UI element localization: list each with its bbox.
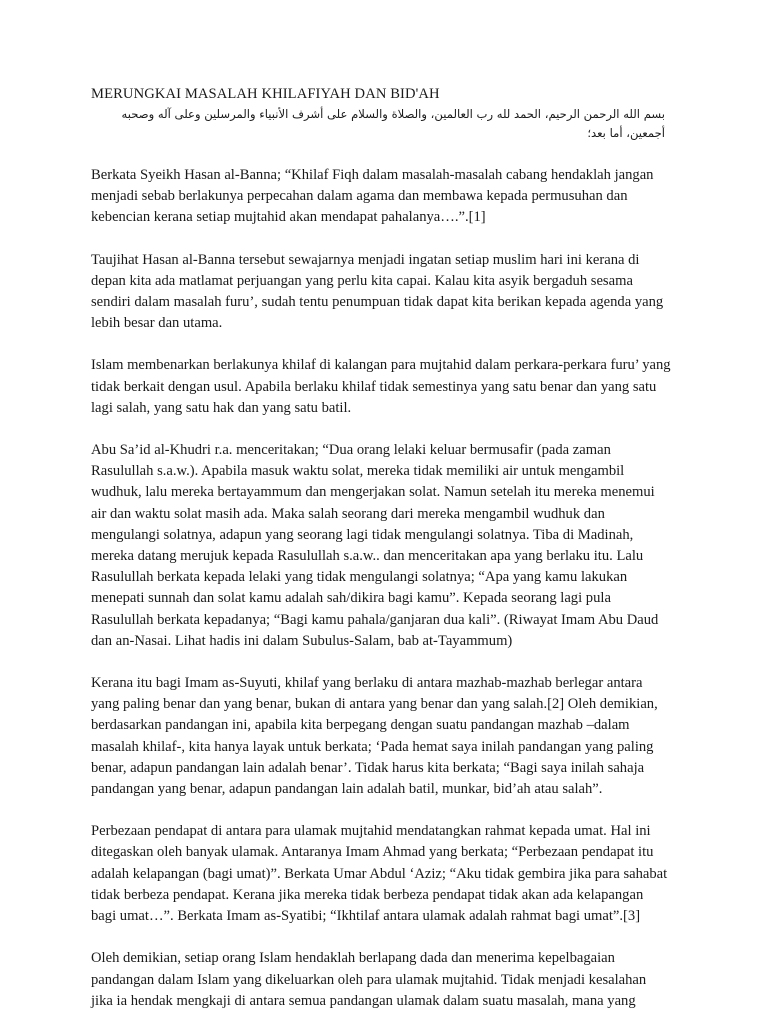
arabic-opening: بسم الله الرحمن الرحيم، الحمد لله رب العالمين، والصلاة والسلام على أشرف الأنبياء والمرسلين وعلى آله وصحبه أجمعين، أما بعد؛ (121, 107, 665, 140)
paragraph-islam-khilaf: Islam membenarkan berlakunya khilaf di kalangan para mujtahid dalam perkara-perkara furu’ yang tidak berkait dengan usul. Apabila berlaku khilaf tidak semestinya yang satu benar dan yang satu lagi salah, yang satu hak dan yang satu batil. (91, 357, 671, 416)
document-title: MERUNGKAI MASALAH KHILAFIYAH DAN BID'AH (91, 86, 440, 102)
paragraph-taujihat: Taujihat Hasan al-Banna tersebut sewajarnya menjadi ingatan setiap muslim hari ini kerana di depan kita ada matlamat perjuangan yang perlu kita capai. Kalau kita asyik bergaduh sesama sendiri dalam masalah furu’, sudah tentu penumpuan tidak dapat kita berikan kepada agenda yang lebih besar dan utama. (91, 251, 664, 332)
paragraph-imam-suyuti: Kerana itu bagi Imam as-Suyuti, khilaf yang berlaku di antara mazhab-mazhab berlegar antara yang paling benar dan yang benar, bukan di antara yang benar dan yang salah.[2] Oleh demikian, berdasarkan pandangan ini, apabila kita berpegang dengan suatu pandangan mazhab –dalam masalah khilaf-, kita hanya layak untuk berkata; ‘Pada hemat saya inilah pandangan yang paling benar, adapun pandangan lain adalah benar’. Tidak harus kita berkata; “Bagi saya inilah sahaja pandangan yang benar, adapun pandangan lain adalah batil, munkar, bid’ah atau salah”. (91, 675, 658, 798)
document-page (91, 84, 671, 1033)
paragraph-perbezaan-pendapat: Perbezaan pendapat di antara para ulamak mujtahid mendatangkan rahmat kepada umat. Hal ini ditegaskan oleh banyak ulamak. Antaranya Imam Ahmad yang berkata; “Perbezaan pendapat itu adalah kelapangan (bagi umat)”. Berkata Umar Abdul ‘Aziz; “Aku tidak gembira jika para sahabat tidak berbeza pendapat. Kerana jika mereka tidak berbeza pendapat tidak akan ada kelapangan bagi umat…”. Berkata Imam as-Syatibi; “Ikhtilaf antara ulamak adalah rahmat bagi umat”.[3] (91, 823, 668, 925)
paragraph-oleh-demikian: Oleh demikian, setiap orang Islam hendaklah berlapang dada dan menerima kepelbagaian pandangan dalam Islam yang dikeluarkan oleh para ulamak mujtahid. Tidak menjadi kesalahan jika ia hendak mengkaji di antara semua pandangan ulamak dalam suatu masalah, mana yang (91, 950, 647, 1009)
paragraph-quote-hasan-al-banna: Berkata Syeikh Hasan al-Banna; “Khilaf Fiqh dalam masalah-masalah cabang hendaklah jangan menjadi sebab berlakunya perpecahan dalam agama dan membawa kepada permusuhan dan kebencian kerana setiap mujtahid akan mendapat pahalanya….”.[1] (91, 167, 654, 226)
paragraph-hadith-abu-said: Abu Sa’id al-Khudri r.a. menceritakan; “Dua orang lelaki keluar bermusafir (pada zaman Rasulullah s.a.w.). Apabila masuk waktu solat, mereka tidak memiliki air untuk mengambil wudhuk, lalu mereka bertayammum dan mengerjakan solat. Namun setelah itu mereka menemui air dan waktu solat masih ada. Maka salah seorang dari mereka mengambil wudhuk dan mengulangi solatnya, adapun yang seorang lagi tidak mengulangi solatnya. Tiba di Madinah, mereka datang merujuk kepada Rasulullah s.a.w.. dan menceritakan apa yang berlaku itu. Lalu Rasulullah berkata kepada lelaki yang tidak mengulangi solatnya; “Apa yang kamu lakukan menepati sunnah dan solat kamu adalah sah/dikira bagi kamu”. Kepada seorang lagi pula Rasulullah berkata kepadanya; “Bagi kamu pahala/ganjaran dua kali”. (Riwayat Imam Abu Daud dan an-Nasai. Lihat hadis ini dalam Subulus-Salam, bab at-Tayammum) (91, 442, 659, 649)
